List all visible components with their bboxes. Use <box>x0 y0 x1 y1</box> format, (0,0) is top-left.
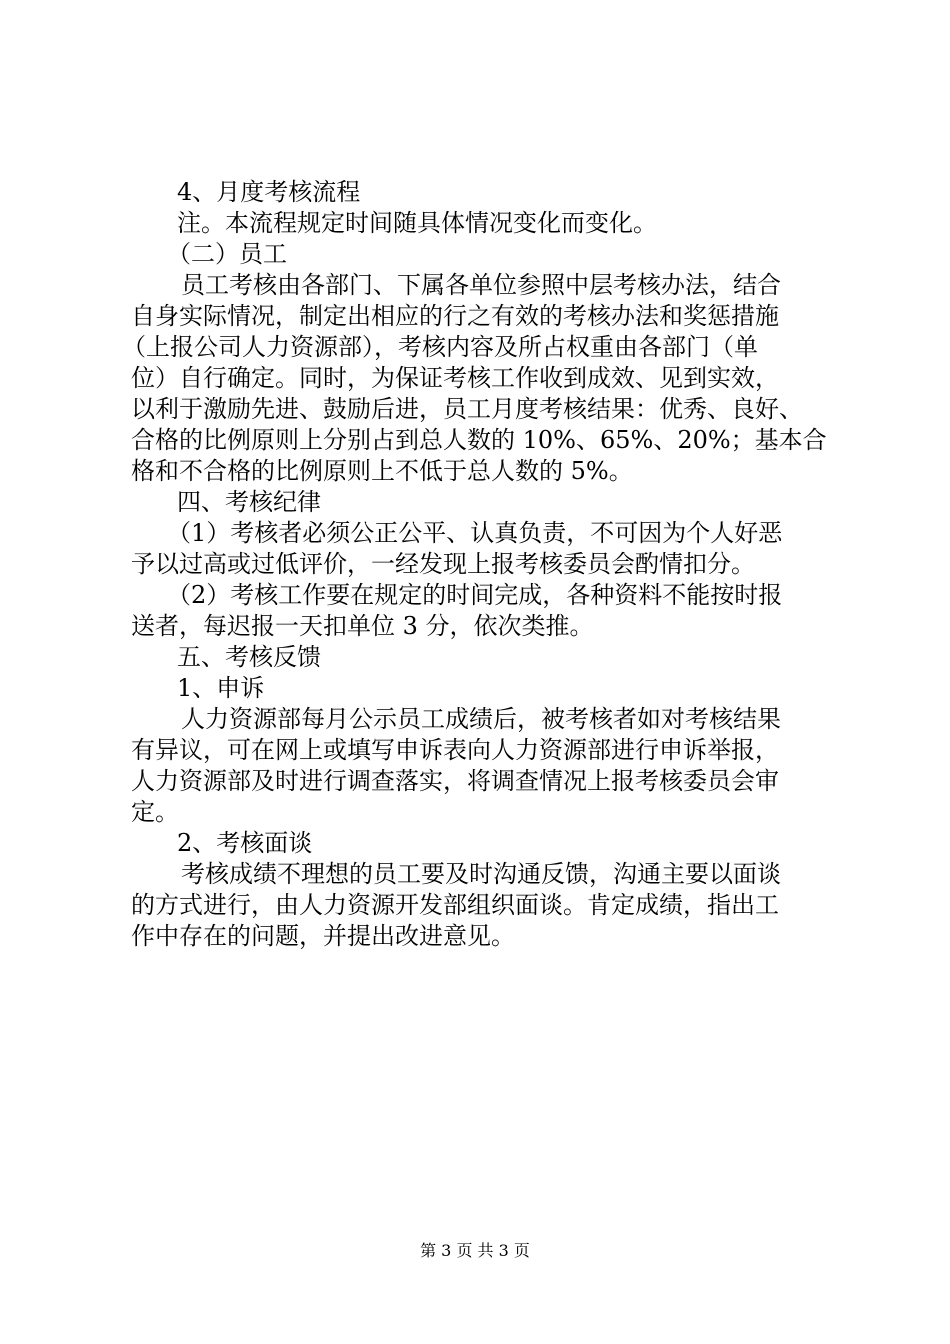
heading-review-discipline: 四、考核纪律 <box>177 488 321 516</box>
paragraph-line: 合格的比例原则上分别占到总人数的 10%、65%、20%；基本合 <box>131 426 827 454</box>
paragraph-line: （2）考核工作要在规定的时间完成，各种资料不能按时报 <box>167 581 783 609</box>
paragraph-line: （1）考核者必须公正公平、认真负责，不可因为个人好恶 <box>167 519 783 547</box>
paragraph-line: 自身实际情况，制定出相应的行之有效的考核办法和奖惩措施 <box>131 302 779 330</box>
paragraph-line: 人力资源部及时进行调查落实，将调查情况上报考核委员会审 <box>131 767 779 795</box>
paragraph-line: 格和不合格的比例原则上不低于总人数的 5%。 <box>131 457 633 485</box>
paragraph-line: 送者，每迟报一天扣单位 3 分，依次类推。 <box>131 612 594 640</box>
paragraph-line: 作中存在的问题，并提出改进意见。 <box>131 922 515 950</box>
paragraph-line: 人力资源部每月公示员工成绩后，被考核者如对考核结果 <box>181 705 781 733</box>
heading-employees: （二）员工 <box>167 240 287 268</box>
paragraph-line: 考核成绩不理想的员工要及时沟通反馈，沟通主要以面谈 <box>181 860 781 888</box>
heading-monthly-review-process: 4、月度考核流程 <box>177 178 361 206</box>
note-line: 注。本流程规定时间随具体情况变化而变化。 <box>177 209 657 237</box>
heading-review-interview: 2、考核面谈 <box>177 829 313 857</box>
page-footer: 第 3 页 共 3 页 <box>420 1241 530 1260</box>
paragraph-line: 予以过高或过低评价，一经发现上报考核委员会酌情扣分。 <box>131 550 755 578</box>
heading-review-feedback: 五、考核反馈 <box>177 643 321 671</box>
heading-appeal: 1、申诉 <box>177 674 265 702</box>
paragraph-line: 定。 <box>131 798 179 826</box>
paragraph-line: 的方式进行，由人力资源开发部组织面谈。肯定成绩，指出工 <box>131 891 779 919</box>
paragraph-line: 员工考核由各部门、下属各单位参照中层考核办法，结合 <box>181 271 781 299</box>
paragraph-line: 位）自行确定。同时，为保证考核工作收到成效、见到实效， <box>131 364 779 392</box>
paragraph-line: （上报公司人力资源部），考核内容及所占权重由各部门（单 <box>122 333 758 361</box>
paragraph-line: 有异议，可在网上或填写申诉表向人力资源部进行申诉举报， <box>131 736 779 764</box>
paragraph-line: 以利于激励先进、鼓励后进，员工月度考核结果：优秀、良好、 <box>131 395 803 423</box>
